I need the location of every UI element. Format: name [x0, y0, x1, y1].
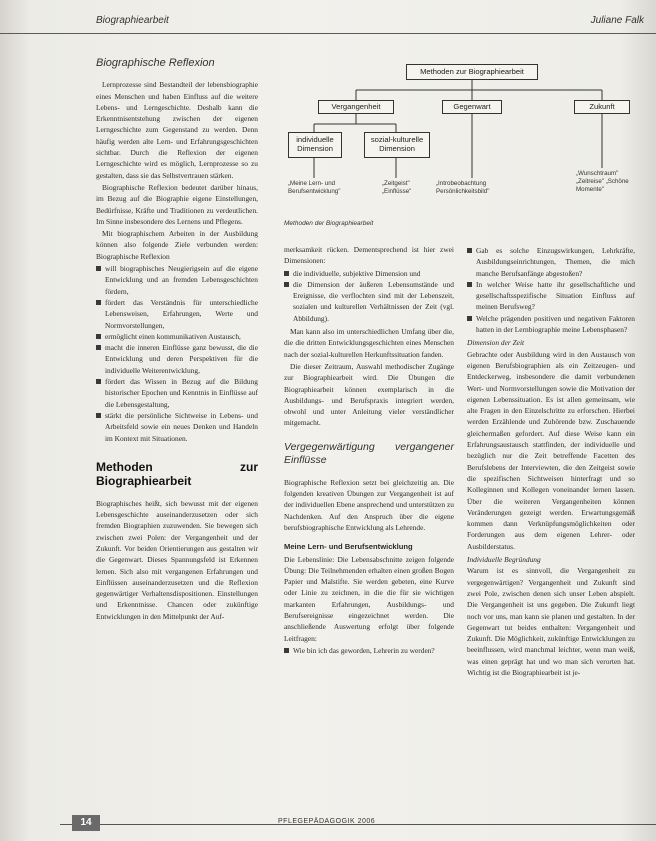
paragraph: Biographische Reflexion setzt bei gleichzeitig an. Die folgenden kreativen Übungen zur Vergangenheit ist auf der individuellen Ebene ansprechend und unterstützen zu Nachdenken. Auf den Anspruch über die eigene berufsbiographische Entwicklung als Lehrende. [284, 477, 454, 532]
list-item: macht die inneren Einflüsse ganz bewusst, die die Entwicklung und deren Perspektiven für die individuelle Weiterentwicklung, [96, 342, 258, 376]
questions-list-continued [467, 245, 635, 335]
column-3 [467, 244, 635, 679]
list-item: die Dimension der äußeren Lebensumstände und Ereignisse, die verflochten sind mit der Lebenszeit, sozialen und kulturellen Verhältnissen der Zeit (vgl. Abbildung). [284, 279, 454, 324]
subsection-title: Vergegenwärtigung vergangener Einflüsse [284, 440, 454, 466]
list-item: ermöglicht einen kommunikativen Austausch, [96, 331, 258, 342]
header-section-title: Biographiearbeit [96, 15, 169, 26]
diagram-present: Gegenwart [442, 100, 502, 114]
diagram-past: Vergangenheit [318, 100, 394, 114]
paragraph: Lernprozesse sind Bestandteil der lebensbiographie eines Menschen und haben Einfluss auf die weitere Lebens- und Lerngeschichte. Deshalb kann die Erkenntnisentstehung zwischen der eigenen Lerngeschichte zum Gegenstand zu werden. Denn häufig werden alte Lern- und Erfahrungsgeschichten sichtbar. Durch die Reflexion der eigenen Lerngeschichte wird es möglich, Lernprozesse so zu gestalten, dass sie das Selbstvertrauen stärken. [96, 80, 258, 180]
minor-heading: Dimension der Zeit [467, 338, 525, 348]
list-item: will biographisches Neugierigsein auf die eigene Entwicklung und an fremden Lebensgeschichten fördern, [96, 263, 258, 297]
footer-publisher: PFLEGEPÄDAGOGIK 2006 [278, 818, 376, 825]
column-2 [284, 244, 454, 658]
diagram-social: sozial-kulturelle Dimension [364, 132, 430, 158]
diagram-leaf-present: „Introbeobachtung Persönlichkeitsbild" [436, 180, 490, 196]
diagram-leaf-future: „Wunschtraum" „Zeitreise" „Schöne Momente" [576, 170, 629, 194]
paragraph: Biographische Reflexion bedeutet darüber hinaus, im Bezug auf die Biographie eigene Einstellungen, Bedürfnisse, Kräfte und Traditionen zu verdeutlichen. Im Sinne insbesondere des Lernens und Pflegens. [96, 182, 258, 226]
list-item: In welcher Weise hatte ihr gesellschaftliche und gesellschaftsspezifische Situation Einfluss auf meinen Berufsweg? [467, 279, 635, 313]
goals-list [96, 263, 258, 444]
paragraph: Biographisches heißt, sich bewusst mit der eigenen Lebensgeschichte auseinanderzusetzen oder sich fremden Biographien zuzuwenden. Sie bewegen sich zwischen zwei Polen: der Vergangenheit und der Zukunft. Vor beiden Orientierungen aus gestalten wir die Gegenwart. Dieses Spannungsfeld ist Erkennen lernen. Sich also mit vergangenen Erfahrungen und Einflüssen auseinanderzusetzen und die Reflexion gegenwärtiger Verhaltensdispositionen. Einstellungen und Erkenntnisse. Chancen oder zukünftige Entwicklungen in den Mittelpunkt der Auf- [96, 498, 258, 621]
list-item: Gab es solche Einzugswirkungen, Lehrkräfte, Ausbildungseinrichtungen, Themen, die mich manche Berufsanfänge abgestoßen? [467, 245, 635, 279]
list-item: Welche prägenden positiven und negativen Faktoren hatten in der Lernbiographie meine Lebensphasen? [467, 313, 635, 336]
diagram-future: Zukunft [574, 100, 630, 114]
diagram-root: Methoden zur Biographiearbeit [406, 64, 538, 80]
diagram-individual: individuelle Dimension [288, 132, 342, 158]
minor-heading: Individuelle Begründung [467, 555, 541, 565]
list-item: Wie bin ich das geworden, Lehrerin zu werden? [284, 645, 454, 656]
paragraph: Mit biographischem Arbeiten in der Ausbildung können also folgende Ziele verbunden werden: Biographische Reflexion [96, 229, 258, 261]
diagram-leaf-social: „Zeitgeist" „Einflüsse" [382, 180, 412, 196]
dimensions-list [284, 268, 454, 324]
header-author: Juliane Falk [590, 15, 644, 26]
diagram-leaf-individual: „Meine Lern- und Berufsentwicklung" [288, 180, 341, 196]
paragraph: Man kann also im unterschiedlichen Umfang über die, die die dritten Entwicklungsgeschichten eines Menschen nach der sozial-kulturellen Herkunftssituation fanden. [284, 327, 454, 359]
column-1 [96, 58, 258, 623]
list-item: stärkt die persönliche Sichtweise in Lebens- und Arbeitsfeld sowie ein neues Denken und Handeln im Kontext mit Situationen. [96, 410, 258, 444]
section-title-reflexion: Biographische Reflexion [96, 57, 215, 69]
page-number: 14 [72, 815, 100, 831]
methods-diagram [284, 60, 634, 216]
paragraph: Die Lebenslinie: Die Lebensabschnitte zeigen folgende Übung: Die Teilnehmenden erhalten einen großen Bogen Papier und Malstifte. Sie werden gebeten, eine Kurve oder Linie zu zeichnen, in die die für sie wichtigen markanten Erfahrungen, Ausbildungs- und Berufsereignisse eingezeichnet werden. Die anschließende Auswertung erfolgt über folgende Leitfragen: [284, 554, 454, 643]
list-item: fördert das Verständnis für unterschiedliche Lebensweisen, Erfahrungen, Werte und Normvorstellungen, [96, 297, 258, 331]
list-item: fördert das Wissen in Bezug auf die Bildung historischer Epochen und Kenntnis in Einflüsse auf die Lebensgestaltung, [96, 376, 258, 410]
paragraph: Gebrachte oder Ausbildung wird in den Austausch von eigenen Berufsbiographien als ein Zeitzeugen- und Entdeckerweg, insbesondere die damit verbundenen Wert- und Normvorstellungen sowie die Motivation der eigenen Lebenssituation. Es ist allen gemeinsam, wie alte Fragen in den Einzelschritte zu erforschen. Hierbei werden Erzählende und Zuhörende bzw. Zuschauende gleichermaßen gefordert. Auf diese Weise kann ein Erfahrungsaustausch stattfinden, der individuelle und bezüglich nur die Zeit betreffende Facetten des Berufslebens der Interviewten, die den Zeitgeist sowie die spezifischen Sichtweisen hinterfragt und so Kolleginnen und Kollegen voneinander lernen lassen. Über die weiteren Vergangenheiten können Veränderungen gezeigt werden. Erwartungsgemäß kommen dann Verknüpfungsmöglichkeiten oder Forderungen aus dem eigenen Lehrer- oder Ausbilderstatus. [467, 349, 635, 551]
paragraph: Die dieser Zeitraum, Auswahl methodischer Zugänge zur Biographiearbeit wird. Die Übungen die Biographiearbeit können exemplarisch in die Ausbildungs- und Berufspraxis integriert werden, obwohl und unter Anleitung vieler verständlicher mitgemacht. [284, 361, 454, 428]
running-header [0, 10, 656, 34]
list-item: die individuelle, subjektive Dimension und [284, 268, 454, 279]
paragraph: Warum ist es sinnvoll, die Vergangenheit zu vergegenwärtigen? Vergangenheit und Zukunft sind zwei Pole, zwischen denen sich unser Leben abspielt. Die Vergangenheit ist uns gegeben. Die Zukunft liegt noch vor uns, man kann sie planen und gestalten. In der Gegenwart tut beides enthalten: Vergangenheit und Zukunft. Die Möglichkeit, zukünftige Entwicklungen zu beeinflussen, wird manchmal leichter, wenn man weiß, was einen geprägt hat und wo man sich verorten hat. Wichtig ist die Biographiearbeit ist je- [467, 566, 635, 677]
section-title-methoden: Methoden zur Biographiearbeit [96, 459, 258, 488]
questions-list [284, 645, 454, 656]
diagram-caption: Methoden der Biographiearbeit [284, 220, 374, 227]
paragraph: merksamkeit rücken. Dementsprechend ist hier zwei Dimensionen: [284, 245, 454, 266]
exercise-title: Meine Lern- und Berufsentwicklung [284, 542, 413, 552]
